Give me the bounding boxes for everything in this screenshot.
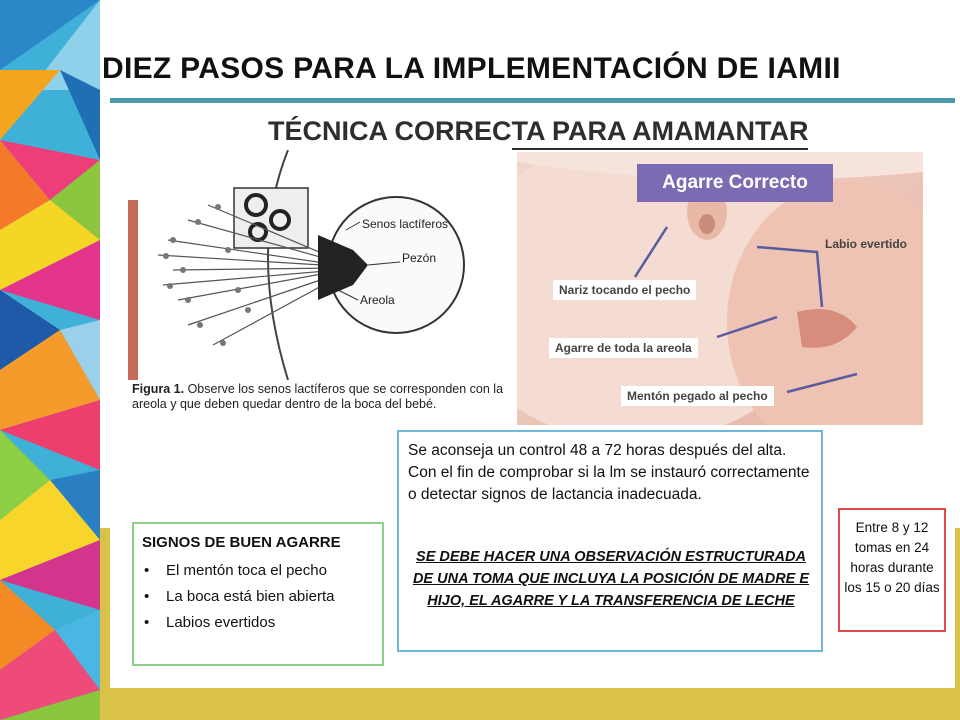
label-menton: Mentón pegado al pecho xyxy=(621,386,774,406)
label-agarre-areola: Agarre de toda la areola xyxy=(549,338,698,358)
title-underline-rule xyxy=(110,98,955,103)
good-latch-heading: SIGNOS DE BUEN AGARRE xyxy=(142,534,341,551)
breast-anatomy-figure xyxy=(128,150,518,420)
control-info-box xyxy=(397,430,823,652)
list-item: • La boca está bien abierta xyxy=(140,584,334,610)
feeding-frequency-text: Entre 8 y 12 tomas en 24 horas durante los 15 o 20 días xyxy=(844,520,940,595)
correct-latch-photo xyxy=(517,152,923,425)
list-item: • Labios evertidos xyxy=(140,610,334,636)
caption-text: Observe los senos lactíferos que se corresponden con la areola y que deben quedar dentro de la boca del bebé. xyxy=(132,382,504,411)
list-item: • El mentón toca el pecho xyxy=(140,558,334,584)
control-info-text: Se aconseja un control 48 a 72 horas después del alta. Con el fin de comprobar si la lm se instauró correctamente o detectar signos de lactancia inadecuada. xyxy=(408,442,810,503)
label-nariz: Nariz tocando el pecho xyxy=(553,280,696,300)
label-pezon: Pezón xyxy=(402,251,437,265)
subtitle xyxy=(268,116,808,147)
good-latch-signs-box xyxy=(132,522,384,666)
agarre-correcto-badge: Agarre Correcto xyxy=(637,164,833,202)
subtitle-text: TÉCNICA CORRECTA PARA AMAMANTAR xyxy=(268,116,809,146)
feeding-frequency-box xyxy=(838,508,946,632)
figure-caption xyxy=(132,382,516,412)
label-labio-evertido: Labio evertido xyxy=(825,237,908,251)
slide-title: DIEZ PASOS PARA LA IMPLEMENTACIÓN DE IAMII xyxy=(102,52,841,85)
structured-observation-note: SE DEBE HACER UNA OBSERVACIÓN ESTRUCTURADA DE UNA TOMA QUE INCLUYA LA POSICIÓN DE MADRE E HIJO, EL AGARRE Y LA TRANSFERENCIA DE LECHE xyxy=(412,549,810,609)
label-areola: Areola xyxy=(360,293,395,307)
good-latch-list xyxy=(140,558,334,636)
label-senos-lactiferos: Senos lactíferos xyxy=(362,217,449,231)
decorative-left-strip xyxy=(0,0,100,720)
subtitle-underline xyxy=(512,148,808,150)
caption-lead: Figura 1. xyxy=(132,382,185,396)
breast-anatomy-illustration xyxy=(128,150,518,380)
